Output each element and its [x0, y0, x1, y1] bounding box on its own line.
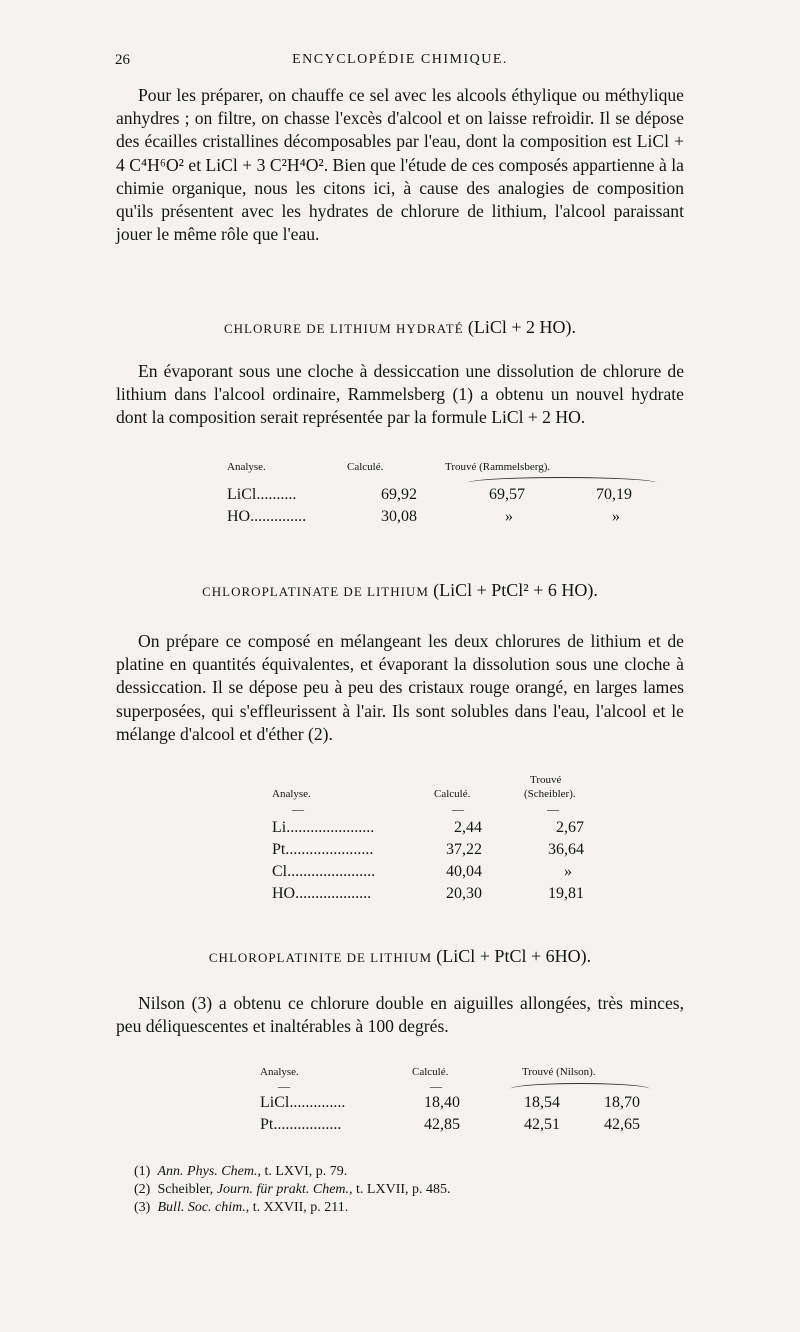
calc-value: 18,40 [424, 1094, 460, 1111]
col-header-trouve: Trouvé [530, 774, 562, 786]
found-value: 70,19 [596, 486, 632, 503]
col-header-trouve: Trouvé (Nilson). [522, 1066, 596, 1078]
analysis-table-3 [260, 1066, 680, 1156]
calc-value: 30,08 [381, 508, 417, 525]
analysis-table-2 [272, 774, 652, 902]
section-formula: (LiCl + PtCl + 6HO). [436, 946, 592, 966]
dash: — [547, 802, 559, 816]
footnote-author: Scheibler, [157, 1182, 217, 1197]
col-header-calcule: Calculé. [434, 788, 471, 800]
calc-value: 37,22 [446, 841, 482, 858]
section-paragraph: On prépare ce composé en mélangeant les deux chlorures de lithium et de platine en quantités équivalentes, et évaporant la dissolution sous une cloche à dessiccation. Il se dépose peu à peu des cristaux rouge orangé, en larges lames superposées, qui s'effleurissent à l'air. Ils sont solubles dans l'eau, l'alcool et le mélange d'alcool et d'éther (2). [116, 631, 684, 744]
section-heading-chloroplatinate [116, 580, 684, 601]
found-value: » [612, 508, 620, 525]
col-header-calcule: Calculé. [347, 461, 384, 473]
section-title: CHLOROPLATINATE DE LITHIUM [202, 584, 429, 599]
found-value: 18,70 [604, 1094, 640, 1111]
section-formula: (LiCl + PtCl² + 6 HO). [433, 580, 598, 600]
calc-value: 2,44 [454, 819, 482, 836]
running-title: ENCYCLOPÉDIE CHIMIQUE. [292, 52, 508, 67]
col-header-trouve: Trouvé (Rammelsberg). [445, 461, 551, 473]
col-header-scheibler: (Scheibler). [524, 788, 576, 800]
row-label: Li...................... [272, 819, 375, 836]
section-formula: (LiCl + 2 HO). [467, 317, 577, 337]
found-value: 69,57 [489, 486, 525, 503]
journal-title: Journ. für prakt. Chem. [216, 1182, 350, 1197]
dash: — [292, 802, 304, 816]
found-value: 42,51 [524, 1116, 560, 1133]
col-header-analyse: Analyse. [227, 461, 266, 473]
row-label: LiCl.......... [227, 486, 297, 503]
row-label: HO.............. [227, 508, 307, 525]
found-value: » [505, 508, 513, 525]
journal-title: Bull. Soc. chim. [157, 1200, 246, 1215]
footnotes [134, 1163, 451, 1217]
calc-value: 40,04 [446, 863, 482, 880]
col-header-analyse: Analyse. [272, 788, 311, 800]
brace [510, 1083, 650, 1089]
found-value: » [564, 863, 572, 880]
dash: — [430, 1079, 442, 1093]
row-label: Cl...................... [272, 863, 376, 880]
intro-paragraph: Pour les préparer, on chauffe ce sel avec les alcools éthylique ou méthylique anhydres ; on filtre, on chasse l'excès d'alcool et on laisse refroidir. Il se dépose des écailles cristallines décomposables par l'eau, dont la composition est LiCl + 4 C⁴H⁶O² et LiCl + 3 C²H⁴O². Bien que l'étude de ces composés appartienne à la chimie organique, nous les citons ici, à cause des analogies de composition qu'ils présentent avec les hydrates de chlorure de lithium, l'alcool paraissant jouer le même rôle que l'eau. [116, 85, 684, 245]
journal-title: Ann. Phys. Chem. [157, 1164, 258, 1179]
found-value: 42,65 [604, 1116, 640, 1133]
section-paragraph: Nilson (3) a obtenu ce chlorure double en aiguilles allongées, très minces, peu déliquescentes et inaltérables à 100 degrés. [116, 993, 684, 1037]
dash: — [452, 802, 464, 816]
footnote-3: (3) Bull. Soc. chim., t. XXVII, p. 211. [134, 1200, 349, 1215]
footnote-2: (2) Scheibler, Journ. für prakt. Chem., t. LXVII, p. 485. [134, 1182, 451, 1197]
page-number: 26 [115, 52, 130, 68]
calc-value: 42,85 [424, 1116, 460, 1133]
calc-value: 20,30 [446, 885, 482, 902]
found-value: 2,67 [556, 819, 584, 836]
found-value: 36,64 [548, 841, 584, 858]
row-label: HO................... [272, 885, 372, 902]
footnote-1: (1) Ann. Phys. Chem., t. LXVI, p. 79. [134, 1164, 348, 1179]
page-header [115, 52, 685, 76]
section-paragraph: En évaporant sous une cloche à dessiccation une dissolution de chlorure de lithium dans l'alcool ordinaire, Rammelsberg (1) a obtenu un nouvel hydrate dont la composition serait représentée par la formule LiCl + 2 HO. [116, 361, 684, 428]
analysis-table-1 [227, 461, 667, 533]
col-header-calcule: Calculé. [412, 1066, 449, 1078]
dash: — [278, 1079, 290, 1093]
col-header-analyse: Analyse. [260, 1066, 299, 1078]
row-label: Pt................. [260, 1116, 342, 1133]
calc-value: 69,92 [381, 486, 417, 503]
section-heading-chloroplatinite [116, 946, 684, 967]
row-label: LiCl.............. [260, 1094, 346, 1111]
brace [467, 477, 657, 483]
row-label: Pt...................... [272, 841, 374, 858]
section-title: CHLORURE DE LITHIUM HYDRATÉ [223, 321, 464, 336]
section-title: CHLOROPLATINITE DE LITHIUM [208, 950, 433, 965]
found-value: 18,54 [524, 1094, 560, 1111]
found-value: 19,81 [548, 885, 584, 902]
section-heading-chlorure-hydrate [116, 317, 684, 338]
